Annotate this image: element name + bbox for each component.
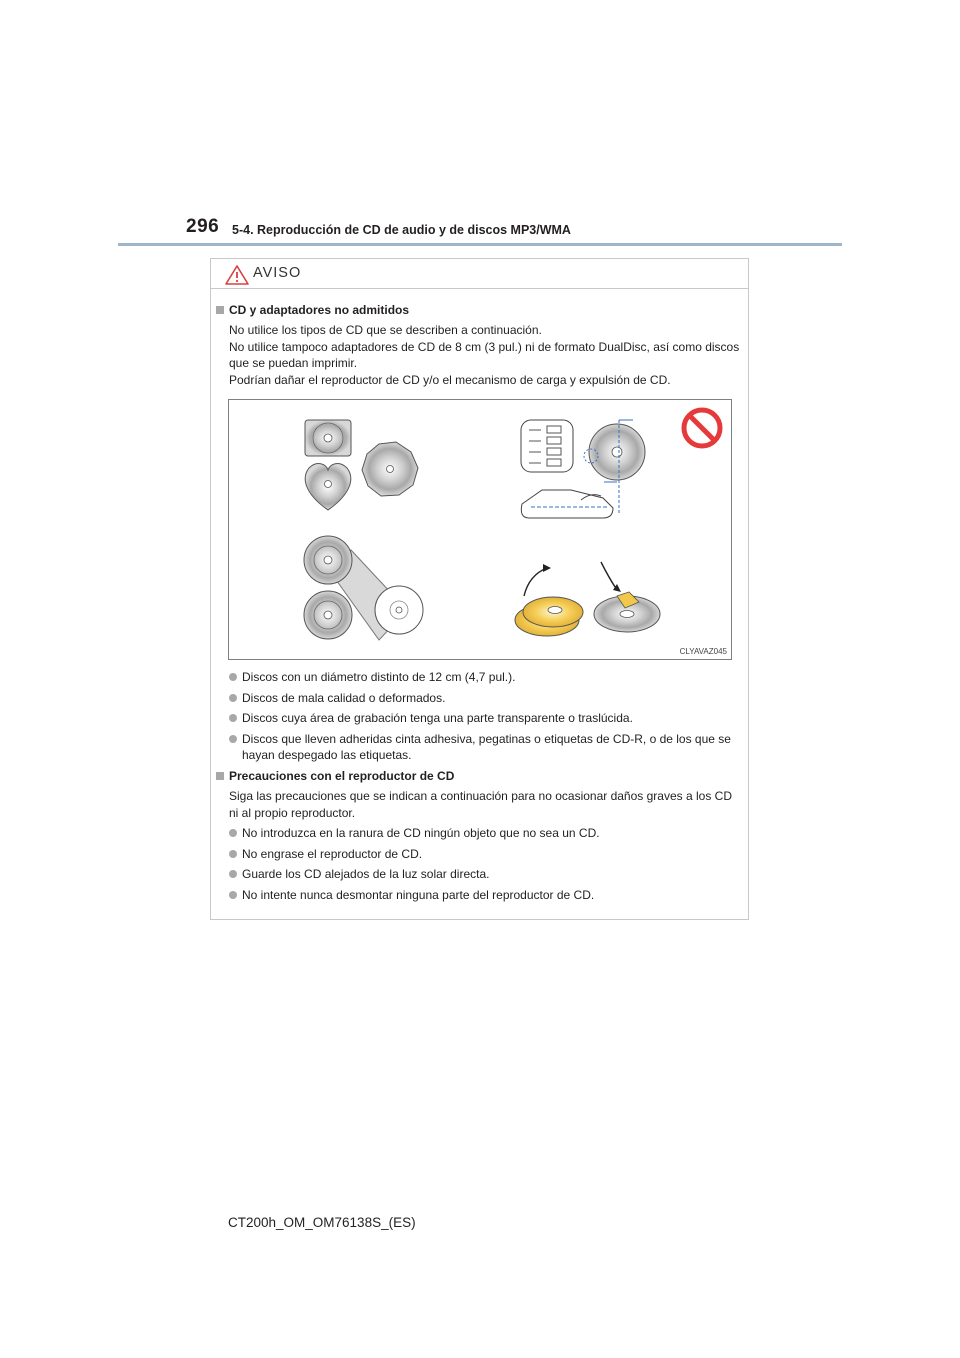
- list-item: Discos que lleven adheridas cinta adhesiva, pegatinas o etiquetas de CD-R, o de los que se hayan despegado las etiquetas.: [216, 731, 744, 764]
- list-item: No engrase el reproductor de CD.: [216, 846, 744, 863]
- warning-box: [210, 258, 749, 920]
- page-number: 296: [186, 216, 220, 237]
- octagon-disc-icon: [362, 442, 418, 496]
- warning-triangle-icon: [225, 265, 249, 285]
- manual-code: CT200h_OM_OM76138S_(ES): [228, 1215, 416, 1230]
- discs-illustration: [229, 400, 731, 659]
- paragraph: No utilice los tipos de CD que se describen a continuación.: [229, 323, 542, 337]
- section-title: 5-4. Reproducción de CD de audio y de discos MP3/WMA: [232, 223, 571, 237]
- list-item: Discos con un diámetro distinto de 12 cm (4,7 pul.).: [216, 669, 744, 686]
- bullet-icon: [229, 870, 237, 878]
- bullet-icon: [229, 850, 237, 858]
- transparent-disc-icon: [521, 420, 645, 518]
- heart-disc-icon: [305, 464, 351, 510]
- list-item: No intente nunca desmontar ninguna parte del reproductor de CD.: [216, 887, 744, 904]
- label-disc-icon: [515, 564, 583, 636]
- paragraph: Podrían dañar el reproductor de CD y/o el mecanismo de carga y expulsión de CD.: [229, 372, 671, 387]
- section-heading: CD y adaptadores no admitidos: [216, 302, 744, 318]
- bullet-icon: [229, 891, 237, 899]
- header-rule: [118, 243, 842, 246]
- section-unsupported-cds: [216, 302, 744, 388]
- warning-title: AVISO: [253, 265, 302, 281]
- square-disc-icon: [305, 420, 351, 456]
- section-player-precautions: [216, 768, 744, 903]
- figure-code: CLYAVAZ045: [679, 647, 727, 656]
- warning-header: [211, 259, 748, 289]
- bullet-icon: [229, 673, 237, 681]
- unsupported-discs-figure: [228, 399, 732, 660]
- list-item: Discos de mala calidad o deformados.: [216, 690, 744, 707]
- list-item: Discos cuya área de grabación tenga una parte transparente o traslúcida.: [216, 710, 744, 727]
- paragraph: No utilice tampoco adaptadores de CD de 8 cm (3 pul.) ni de formato DualDisc, así como discos que se puedan imprimir.: [229, 339, 740, 370]
- bullet-icon: [229, 829, 237, 837]
- prohibited-icon: [684, 410, 720, 446]
- section-heading: Precauciones con el reproductor de CD: [216, 768, 744, 784]
- list-item: Guarde los CD alejados de la luz solar directa.: [216, 866, 744, 883]
- bullet-icon: [229, 735, 237, 743]
- paragraph: Siga las precauciones que se indican a continuación para no ocasionar daños graves a los CD ni al propio reproductor.: [229, 789, 732, 820]
- list-item: No introduzca en la ranura de CD ningún objeto que no sea un CD.: [216, 825, 744, 842]
- taped-disc-icon: [594, 562, 660, 632]
- disc-adapter-icon: [304, 536, 423, 640]
- bullet-icon: [229, 694, 237, 702]
- bullet-icon: [229, 714, 237, 722]
- bullet-list-unsupported: [216, 665, 744, 764]
